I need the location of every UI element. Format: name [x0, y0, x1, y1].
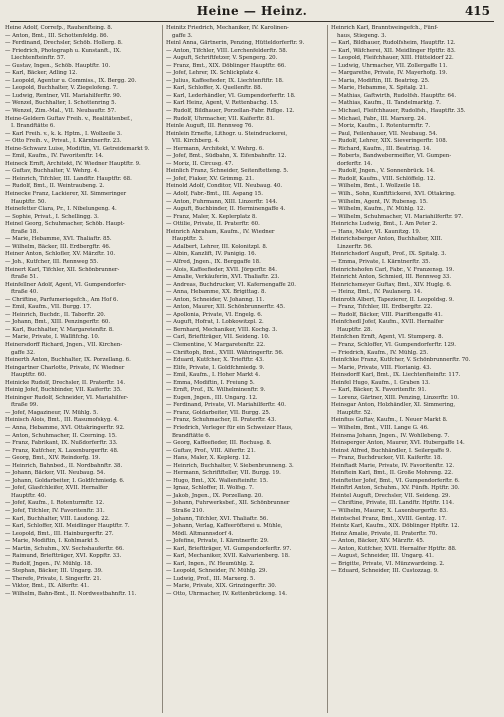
directory-entry-line: Heine Adolf, Correfp., Rauhenfteing. 8.	[5, 25, 113, 31]
directory-entry-line: — Georg, Kaffeefieder, III. Rochusg. 8.	[166, 440, 272, 447]
directory-entry-line: — Julius, Kaffeefieder, IX. Liechtenftftr. 18.	[166, 77, 284, 84]
directory-entry-line: Heinicke Rudolf, Drechsler, II. Praterftr. 14.	[5, 379, 126, 386]
directory-entry-line: — Johann, Bmt., XIII. Penzingerftr. 60.	[5, 319, 111, 326]
directory-entry-line: Heinel Georg, Schuhmacher, Schöb. Haupt-	[5, 221, 125, 228]
directory-entry-line: — Rudolf, Jngen., V. Sonnenbrück. 14.	[331, 168, 435, 175]
directory-entry-line: — Karl, Bildhauer, Rudolfsheim, Hauptftr. 12.	[331, 40, 456, 47]
directory-entry-line: — Friedrich, Kaufm., IV. Mühlg. 25.	[331, 349, 429, 356]
directory-entry-line: ftraße 99.	[11, 402, 39, 409]
directory-entry-line: — Carl, Brieftträger, VII. Seideng. 10.	[166, 334, 270, 341]
directory-entry-line: — Franz, Schuhmacher, II. Praterftr. 43.	[166, 417, 277, 424]
directory-entry-line: — Karl Freih. v., k. k. Hptm., I. Wollzeile 3.	[5, 130, 122, 137]
directory-entry-line: — Wilhelm, Bahn-Bmt., II. Nordwestbahnftr. 11.	[5, 591, 137, 598]
directory-entry-line: — Therefe, Private, I. Singerftr. 21.	[5, 575, 102, 582]
directory-entry-line: — Georg, Bmt., XIV. Reindorfg. 19.	[5, 455, 101, 462]
directory-entry-line: — Wenzel, Zim.-Mal., VII. Neubauftr. 57.	[5, 108, 117, 115]
directory-entry-line: — Ferdinand, Drechsler, Schöb. Hollerg. 8.	[5, 40, 123, 47]
directory-entry-line: — Johann, Fuhrwerksbef., XII. Schönbrunner	[166, 500, 290, 507]
directory-entry-line: — Wenzel, Buchhalter, I. Schottenring 5.	[5, 100, 117, 107]
directory-entry-line: — Sophie, Privat., I. Schellingg. 3.	[5, 213, 99, 220]
directory-entry-line: — Leopold, Bmt., III. Hainburgerftr. 27.	[5, 530, 114, 537]
directory-entry-line: — Ernft, Prof., IX. Wilhelminenftr. 9.	[166, 387, 266, 394]
directory-entry-line: — Hermann, Schriftfteller, VII. Burgg. 19.	[166, 470, 281, 477]
directory-entry-line: Heinrichsberger Anton, Buchhalter, XIII.	[331, 236, 443, 243]
directory-entry-line: Heiner Anton, Schlofler, XV. Märzftr. 10.	[5, 251, 116, 258]
directory-entry-line: Heinfel Hugo, Kaufm., I. Graben 13.	[331, 379, 431, 386]
directory-entry-line: — Adolf, Fabr.-Bmt., III. Aspang 15.	[166, 191, 263, 198]
directory-entry-line: Hauptftr. 28.	[337, 326, 373, 333]
directory-entry-line: Heinfius Guftav, Kaufm., I. Neuer Markt 8.	[331, 417, 448, 424]
directory-entry-line: — Rudolf, Uhrmacher, VII. Kaiferftr. 81.	[166, 115, 275, 122]
directory-entry-line: Heinefetter Clara, Pr., I. Nibelungeng. 4.	[5, 206, 117, 213]
directory-entry-line: Heinrichsmeyer Guftav, Bmt., XIV. Huglg. 6.	[331, 281, 452, 288]
directory-entry-line: — Heinrich, Buchdr., II. Taborftr. 20.	[5, 311, 106, 318]
directory-entry-line: — Alois, Kaffeefieder, XVII. Jörgerftr. 84.	[166, 266, 277, 273]
directory-entry-line: — Emma, Modiftin, I. Freiung 5.	[166, 379, 255, 386]
directory-entry-line: — Michael, Fleifchhauer, Rudolfsh., Hauptftr. 35.	[331, 108, 466, 115]
directory-entry-line: Heinlich Franz, Schneider, Seitenftetteng. 5.	[166, 168, 289, 175]
directory-entry-line: — Guftav, Buchhalter, V. Wehrg. 4.	[5, 168, 99, 175]
directory-column-1	[5, 25, 158, 715]
directory-entry-line: — Karl, Ingen., IV. Heumühlg. 2.	[166, 560, 255, 567]
directory-entry-line: Mödl. Altmannsdorf 4.	[172, 530, 234, 537]
directory-entry-line: — Rudolf, Kaufm., VIII. Schlöffelg. 12.	[331, 175, 436, 182]
directory-entry-line: — Ludwig, Rentner, VII. Mariahilferftr. 90.	[5, 92, 122, 99]
directory-entry-line: — Gustav, Ingen., Schöb. Hauptftr. 10.	[5, 62, 111, 69]
directory-entry-line: gaffe 3.	[172, 32, 193, 39]
directory-entry-line: — Heinrich, Tifchler, III. Landftr. Hauptftr. 68.	[5, 175, 132, 182]
directory-entry-line: — Hermann, Architekt, V. Wehrg. 6.	[166, 145, 264, 152]
directory-entry-line: Liechtenfteinftr. 57.	[11, 55, 66, 62]
directory-entry-line: — Leopold, Buchhalter, V. Ziegelofeng. 7.	[5, 85, 118, 92]
directory-entry-line: — Paul, Feilenhauer, VII. Neubaug. 54.	[331, 130, 438, 137]
directory-entry-line: Heinfchen Ernft, Agent, VI. Stumperg. 8.	[331, 334, 444, 341]
directory-entry-line: — Stephan, Bäcker, III. Ungarg. 39.	[5, 568, 103, 575]
directory-entry-line: Heinfellner Adolf, Agent, VI. Gumpendorfer-	[5, 281, 127, 288]
directory-entry-line: — Marie, Private, I. Wallfifchg. 10.	[5, 334, 100, 341]
directory-entry-line: — Anna, Hebamme, XX. Brigittag. 8.	[166, 289, 267, 296]
directory-entry-line: Straße 210.	[172, 508, 205, 514]
directory-entry-line: Heingartner Charlotte, Private, IV. Wiedner	[5, 364, 125, 371]
column-divider	[162, 25, 163, 713]
directory-entry-line: — Jofef, Glasfchleifer, XVII. Hernalfer	[5, 485, 108, 492]
directory-entry-line: — Heinrich, Bahnbed., II. Nordbahnftr. 38.	[5, 462, 123, 469]
directory-entry-line: — Emil, Kaufm., I. Hoher Markt 4.	[166, 372, 261, 379]
directory-entry-line: — Jofef, Fiaker, XV. Grimmg. 21.	[166, 175, 254, 182]
directory-entry-line: — Hans, Maler, VI. Kaunitzg. 19.	[331, 228, 421, 235]
directory-entry-line: Heinlein Ernefte, Lithogr. u. Steindruckerei,	[166, 130, 288, 137]
directory-entry-line: — Johann, Bäcker, VII. Neubaug. 54.	[5, 470, 106, 477]
directory-entry-line: — Karl, Schloffer, XII. Meidlinger Hauptftr. 7.	[5, 523, 130, 530]
directory-entry-line: Heine-Geldern Guftav Freih. v., Realitätenbef.,	[5, 115, 133, 122]
directory-entry-line: — Wilh., Sohn, Kunftftickerei, XVI. Ottakring.	[331, 191, 456, 198]
directory-entry-line: — Karl, Brieftträger, VI. Gumpendorferftr. 97.	[166, 545, 292, 552]
directory-entry-line: — Rudolf, Jngen., IV. Mühlg. 18.	[5, 560, 93, 567]
directory-entry-line: — Leopold, Schneider, IV. Mühlg. 29.	[166, 568, 268, 575]
directory-entry-line: — Anton, Maurer, XII. Schönbrunnerftr. 45.	[166, 304, 285, 311]
directory-entry-line: Heinersdorff Richard, Jngen., VII. Kirchen-	[5, 341, 123, 348]
directory-entry-line: Heinl Anna, Gärtnerin, Penzing, Hütteldorferftr. 9.	[166, 40, 305, 47]
directory-entry-line: — Joh., Kutfcher, III. Rennweg 55.	[5, 258, 99, 265]
directory-entry-line: Heintz Karl, Kaufm., XIX. Döblinger Hptftr. 12.	[331, 523, 460, 530]
directory-entry-line: — Alfred, Jngen., IX. Berggaffe 18.	[166, 258, 261, 265]
directory-entry-line: Heininger Rudolf, Schneider, VI. Mariahilfer-	[5, 394, 129, 401]
directory-entry-line: — Maria, Modiftin, III. Beatrixg. 25.	[331, 77, 430, 84]
directory-entry-line: — Hans, Maler, X. Keplerg. 12.	[166, 455, 251, 462]
directory-entry-line: — Wilhelm, Bäcker, III. Erdbergftr. 46.	[5, 243, 111, 250]
directory-entry-line: Heinig Jofef, Buchbinder, VII. Kaiferftr. 35.	[5, 387, 122, 394]
directory-entry-line: — Heinrich, Buchhalter, V. Siebenbrunneng. 3.	[166, 462, 294, 469]
directory-entry-line: Heinfchke Franz, Kutfcher, V. Schönbrunnerftr. 70.	[331, 357, 471, 364]
directory-entry-line: — Karl, Bäcker, Ädling 12.	[5, 70, 78, 77]
directory-entry-line: — Guftav, Prof., VIII. Alferftr. 21.	[166, 447, 256, 454]
running-title: Heine — Heinz.	[196, 4, 308, 18]
directory-entry-line: Hauptftr. 60.	[11, 372, 47, 379]
directory-entry-line: haus, Stiegeng. 3.	[337, 32, 387, 39]
directory-entry-line: — Bernhard, Mechaniker, VIII. Kochg. 3.	[166, 326, 278, 333]
directory-entry-line: — Chriftine, Private, III. Landftr. Hptftr. 114.	[331, 500, 454, 507]
directory-entry-line: — Amalie, Verkäuferin, XVI. Thaliaftr. 23.	[166, 274, 280, 281]
directory-entry-line: VII. Kirchberg. 4.	[172, 138, 220, 145]
directory-entry-line: Heinsperger Anton, Maurer, XVI. Hubergaffe 14.	[331, 440, 465, 447]
directory-entry-line: — Moriz, II. Circusg. 47.	[166, 160, 234, 167]
directory-entry-line: — Jofef, Bmt., Südbahn, X. Eifenbahnftr. 12.	[166, 153, 287, 160]
directory-entry-line: — Leopold, Agentur u. Commiss., IX. Bergg. 20.	[5, 77, 137, 84]
directory-entry-line: — Wilhelm, Kaufm., IV. Mühlg. 12.	[331, 206, 426, 213]
directory-entry-line: — Franz, Buchdrucker, VII. Kaiferftr. 18.	[331, 455, 443, 462]
directory-entry-line: — Margarethe, Private, IV. Mayerhofg. 19.	[331, 70, 448, 77]
directory-entry-line: Heinrichs Ludwig, Bmt., I. Am Peter 2.	[331, 221, 438, 228]
directory-entry-line: — Apollonia, Private, VI. Engelg. 6.	[166, 311, 263, 318]
directory-entry-line: Hauptftr. 40.	[11, 492, 47, 499]
directory-entry-line: — Otto Freih. v., Privat., I. Kärntnerftr. 23.	[5, 138, 122, 145]
directory-entry-line: — Jofef, Lehrer, IX. Schlickplatz 4.	[166, 70, 260, 77]
directory-entry-line: — Viktor, Bmt., IX. Alferftr. 41.	[5, 583, 90, 590]
directory-entry-line: Heinricht Anton, Schmied, III. Rennweg 33.	[331, 274, 452, 281]
directory-entry-line: — August, Schneider, III. Ungarg. 41.	[331, 553, 434, 560]
directory-entry-line: Heinz Amalie, Private, II. Praterftr. 70.	[331, 530, 438, 537]
directory-column-2	[166, 25, 323, 715]
directory-entry-line: — Karl, Schloffer, X. Quellenftr. 88.	[166, 85, 263, 92]
directory-entry-line: Linzerftr. 56.	[337, 243, 373, 250]
directory-entry-line: Heinrichshofen Carl, Fabr., V. Franzensg. 19.	[331, 266, 455, 273]
directory-entry-line: — Wilhelm, Agent, IV. Rubensg. 15.	[331, 198, 428, 205]
directory-entry-line: dorferftr. 14.	[337, 160, 373, 167]
directory-entry-line: — Friedrich, Photograph u. Kunstanft., IX.	[5, 47, 121, 54]
directory-entry-line: Hauptftr. 3.	[172, 236, 204, 243]
directory-entry-line: — Johann, Goldarbeiter, I. Goldfchmiedg. 6.	[5, 477, 125, 484]
directory-entry-line: Hauptftr. 50.	[11, 198, 47, 205]
directory-entry-line: — Chriftoph, Bmt., XVIII. Währingerftr. 56.	[166, 349, 284, 356]
directory-entry-line: ftraße 18.	[11, 228, 39, 235]
directory-entry-line: — Raimund, Brieftträger, XVI. Koppftr. 33.	[5, 553, 122, 560]
directory-entry-line: — Karl, Buchhalter, VIII. Laudong. 22.	[5, 515, 110, 522]
page-number: 415	[464, 4, 490, 18]
directory-entry-line: — Martin, Schuhm., XV. Sechshauferftr. 66.	[5, 545, 125, 552]
directory-entry-line: — Clementine, V. Margaretenftr. 22.	[166, 341, 265, 348]
directory-entry-line: — Anton, Schneider, V. Johanng. 11.	[166, 296, 265, 303]
directory-entry-line: Heine-Schwarz Luise, Modiftin, VI. Getreidemarkt 9.	[5, 145, 150, 152]
directory-entry-line: — Marie, Hebamme, X. Spitalg. 21.	[331, 85, 428, 92]
directory-entry-line: — Chriftine, Parfumeriegefch., Am Hof 6.	[5, 296, 119, 303]
directory-entry-line: Heinecke Franz, Lackierer, XI. Simmeringer	[5, 191, 127, 198]
directory-entry-line: Heinrichsdorf Auguft, Prof., IX. Spitalg. 3.	[331, 251, 447, 258]
directory-entry-line: — Eduard, Kutfcher, X. Trieftftr. 43.	[166, 357, 264, 364]
directory-entry-line: — Anton, Kutfcher, XVII. Hernalfer Hptftr. 88.	[331, 545, 457, 552]
directory-entry-line: — Franz, Schloffer, VI. Gumpendorferftr. 129.	[331, 341, 457, 348]
directory-entry-line: — Marie, Private, XIX. Grinzingerftr. 30.	[166, 583, 277, 590]
directory-entry-line: — Rudolf, Bildhauer, Porzellan-Fabr. Rdlge. 12.	[166, 108, 295, 115]
directory-entry-line: — Ignaz, Schloffer, II. Wolfsg. 7.	[166, 485, 254, 492]
directory-entry-line: — Karl, Mechaniker, XVII. Kalvarienberg. 18.	[166, 553, 290, 560]
directory-entry-line: Brandftätte 6.	[172, 432, 211, 439]
directory-entry-line: — Anna, Hebamme, XVI. Ottakringerftr. 92.	[5, 424, 125, 431]
directory-entry-line: — Elife, Private, I. Goldfchmiedg. 9.	[166, 364, 265, 371]
directory-entry-line: — Anton, Schuhmacher, II. Czerning. 15.	[5, 432, 117, 439]
directory-entry-line: — Lorenz, Gärtner, XIII. Penzing, Linzerftr. 10.	[331, 394, 459, 401]
directory-entry-line: — Emma, Private, I. Kärntnerftr. 35.	[331, 258, 431, 265]
directory-entry-line: — Karl, Buchhalter, V. Margaretenftr. 8.	[5, 326, 114, 333]
directory-entry-line: Heinsma Johann, Jngen., IV. Wohllebeng. 7.	[331, 432, 450, 439]
directory-entry-line: — Wilhelm, Bmt., VIII. Lange G. 46.	[331, 424, 429, 431]
directory-entry-line: — Mathias, Gaftwirth, Rudolfsh. Hauptftr. 64.	[331, 92, 457, 99]
directory-entry-line: — Anton, Bäcker, XIV. Märzftr. 45.	[331, 538, 425, 545]
directory-entry-line: ftraße 40.	[11, 289, 39, 296]
directory-entry-line: — Anton, Fuhrmann, XIII. Linzerftr. 144.	[166, 198, 278, 205]
directory-entry-line: — Marie, Private, VIII. Florianig. 43.	[331, 364, 432, 371]
directory-entry-line: — Roberts, Bandwebermeifter, VI. Gumpen-	[331, 153, 452, 160]
directory-entry-line: — Emil, Kaufm., IV. Favoritenftr. 14.	[5, 153, 104, 160]
directory-entry-line: — Marie, Hebamme, XVI. Thaliaftr. 85.	[5, 236, 112, 243]
directory-entry-line: — Wilhelm, Bmt., I. Wollzeile 18.	[331, 183, 421, 190]
directory-entry-line: — Otto, Uhrmacher, IV. Kettenbrückeng. 14.	[166, 591, 288, 598]
column-divider	[327, 25, 328, 713]
directory-entry-line: — Eugen, Jngen., III. Ungarg. 12.	[166, 394, 258, 401]
directory-entry-line: gaffe 32.	[11, 349, 35, 356]
directory-entry-line: Hauptftr. 52.	[337, 409, 373, 416]
directory-entry-line: Heinftrl Anton, Schuhm., XV. Fünfh. Hptftr. 30.	[331, 485, 460, 492]
directory-entry-line: Heinfchedl Jofef, Kaufm., XVII. Hernalfer	[331, 319, 444, 326]
directory-entry-line: — Franz, Kutfcher, X. Laxenburgerftr. 48.	[5, 447, 119, 454]
directory-entry-line: Heineck Ernft, Architekt, IV. Wiedner Hauptftr. 9.	[5, 160, 141, 167]
directory-entry-line: — Jofef, Magazineur, IV. Mühlg. 5.	[5, 409, 99, 416]
directory-entry-line: — Auguft, Buchbinder, II. Herminengaffe 4.	[166, 206, 286, 213]
directory-entry-line: Heinitz Friedrich, Mechaniker, IV. Karolinen-	[166, 25, 289, 31]
directory-column-3	[331, 25, 497, 715]
directory-entry-line: — Jakob, Jngen., IX. Porzellang. 20.	[166, 492, 263, 499]
directory-entry-line: — Karl, Wäfcherei, XII. Meidlinger Hptftr. 83.	[331, 47, 456, 54]
directory-entry-line: Heinftein Karl, Bmt., II. Große Mohreng. 22.	[331, 470, 453, 477]
directory-entry-line: — Ferdinand, Private, VI. Mariahilferftr. 40.	[166, 402, 287, 409]
directory-entry-line: — Jofef, Kaufm., I. Rotenturmftr. 12.	[5, 500, 105, 507]
directory-entry-line: — Mathias, Kaufm., II. Tandelmarktg. 7.	[331, 100, 441, 107]
directory-entry-line: — Rudolf, Lehrer, XIX. Sieveringerftr. 108.	[331, 138, 448, 145]
directory-entry-line: Heinisch Alois, Bmt., III. Rasumofskyg. 4.	[5, 417, 119, 424]
directory-entry-line: Heinftadt Marie, Private, IV. Favoritenftr. 12.	[331, 462, 455, 469]
directory-entry-line: — Heinz, Bmt., IV. Paulanerg. 14.	[331, 289, 423, 296]
directory-entry-line: Heinst Alfred, Buchhändler, I. Seilergaffe 9.	[331, 447, 452, 454]
directory-entry-line: — Adalbert, Lehrer, III. Kolonitzpl. 8.	[166, 243, 268, 250]
directory-entry-line: — Rudolf, Bmt., II. Weintraubeng. 2.	[5, 183, 105, 190]
directory-entry-line: Heinert Karl, Tifchler, XII. Schönbrunner-	[5, 266, 120, 273]
directory-entry-line: — Johann, Verlag, Kaffeeröfterei u. Mühle,	[166, 523, 283, 530]
directory-entry-line: Heinrich Abraham, Kaufm., IV. Wiedner	[166, 228, 275, 235]
directory-entry-line: — Karl, Bäcker, X. Favoritenftr. 91.	[331, 387, 427, 394]
header-rule	[10, 21, 494, 22]
directory-entry-line: I. Brandftätte 6.	[11, 123, 55, 130]
directory-entry-line: — Wilhelm, Schuhmacher, VI. Mariahilferftr. 97.	[331, 213, 463, 220]
directory-entry-line: — Anton, Bmt., III. Schottenfeldg. 86.	[5, 32, 109, 39]
directory-entry-line: — Marie, Modiftin, I. Kohlmarkt 5.	[5, 538, 100, 545]
directory-entry-line: — Jofef, Tifchler, IV. Favoritenftr. 31.	[5, 508, 105, 514]
directory-entry-line: — Ottilie, Private, II. Praterftr. 60.	[166, 221, 260, 228]
directory-entry-line: — Franz, Goldarbeiter, VII. Burgg. 25.	[166, 409, 271, 416]
directory-entry-line: — Auguft, Schriftfetzer, V. Spengerg. 20.	[166, 55, 278, 62]
directory-entry-line: — Andreas, Buchdrucker, VI. Kafernengaffe 20.	[166, 281, 296, 288]
directory-entry-line: Heinftetter Jofef, Bmt., VI. Gumpendorferftr. 6.	[331, 477, 460, 484]
directory-entry-line: — Friedrich, Verleger für ein Schweizer Haus,	[166, 424, 293, 431]
directory-entry-line: — Leopold, Fleifchhauer, XIII. Hütteldorf 22.	[331, 55, 454, 62]
directory-entry-line: — Ludwig, Uhrmacher, VII. Zollergaffe 11.	[331, 62, 448, 69]
directory-entry-line: — Franz, Fabrikant, IX. Nußdorferftr. 33.	[5, 440, 118, 447]
directory-entry-line: — Eduard, Schneider, III. Custozzag. 9.	[331, 568, 439, 575]
directory-entry-line: — Ludwig, Prof., III. Marxerg. 5.	[166, 575, 256, 582]
directory-entry-line: Heinold Adolf, Conditor, VII. Neubaug. 40.	[166, 183, 283, 190]
directory-entry-line: — Rudolf, Bäcker, VIII. Piariftengaffe 41.	[331, 311, 443, 318]
directory-entry-line: — Wilhelm, Maurer, X. Laxenburgerftr. 83.	[331, 508, 448, 514]
directory-entry-line: — Franz, Bmt., XIX. Döblinger Hauptftr. 66.	[166, 62, 287, 69]
directory-entry-line: Heinrich Karl, Branntweingefch., Fünf-	[331, 25, 438, 31]
page-header	[0, 4, 504, 20]
directory-entry-line: — Moriz, Kaufm., I. Rotenturmftr. 7.	[331, 123, 431, 130]
directory-entry-line: — Karl Heinz, Agent, V. Rettenbachg. 15.	[166, 100, 279, 107]
directory-entry-line: — Emil, Kaufm., VII. Burgg. 17.	[5, 304, 92, 311]
directory-entry-line: Heinsgar Anton, Holzhändler, XI. Simmering,	[331, 402, 456, 409]
directory-entry-line: Heintel Auguft, Drechsler, VII. Seideng. 29.	[331, 492, 451, 499]
directory-entry-line: — Anton, Tifchler, VIII. Lerchenfelderftr. 58.	[166, 47, 288, 54]
directory-entry-line: — Albin, Kanzlift, IV. Panigig. 16.	[166, 251, 257, 258]
directory-entry-line: Heinsdorff Karl, Bmt., IX. Liechtenfteinftr. 117.	[331, 372, 461, 379]
directory-entry-line: — Johann, Tifchler, XVI. Thaliaftr. 56.	[166, 515, 269, 522]
directory-entry-line: — Auguft, Hofrat, I. Lobkowitzpl. 2.	[166, 319, 264, 326]
directory-entry-line: — Richard, Kaufm., III. Beatrixg. 14.	[331, 145, 432, 152]
directory-entry-line: ftraße 51.	[11, 274, 39, 281]
directory-entry-line: — Jofefine, Private, I. Kärntnerftr. 29.	[166, 538, 269, 545]
directory-entry-line: Heinroth Albert, Tapezierer, II. Leopoldsg. 9.	[331, 296, 455, 303]
directory-entry-line: — Brigitte, Private, VI. Münzwardeing. 2.	[331, 560, 445, 567]
directory-entry-line: — Michael, Fabr., III. Marxerg. 24.	[331, 115, 426, 122]
directory-entry-line: Heinerth Anton, Buchhalter, IX. Porzellang. 6.	[5, 357, 131, 364]
directory-entry-line: — Hugo, Bmt., XX. Wallenfteinftr. 15.	[166, 477, 268, 484]
directory-entry-line: — Franz, Maler, X. Keplerplatz 8.	[166, 213, 257, 220]
directory-entry-line: Heinle Auguft, III. Rennweg 76.	[166, 123, 254, 130]
directory-entry-line: — Franz, Tifchler, III. Erdbergftr. 22.	[331, 304, 433, 311]
directory-entry-line: Heintschel Franz, Bmt., XVIII. Gentzg. 17.	[331, 515, 447, 522]
directory-entry-line: — Karl, Lederhändler, VI. Gumpendorferftr. 18.	[166, 92, 296, 99]
